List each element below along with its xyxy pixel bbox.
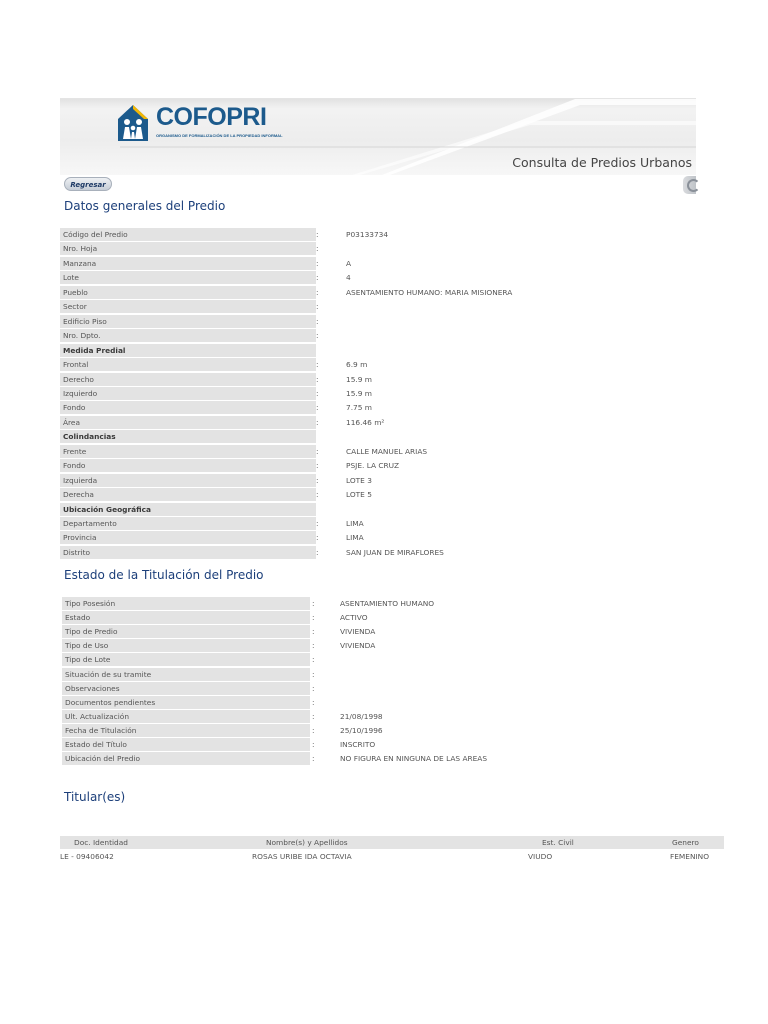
field-label: Fecha de Titulación [62, 724, 310, 737]
detail-row [60, 300, 580, 313]
detail-row [60, 257, 580, 270]
detail-row [60, 430, 580, 443]
refresh-button[interactable] [683, 176, 696, 194]
field-label: Estado del Título [62, 738, 310, 751]
detail-row [60, 503, 580, 516]
detail-row [62, 668, 582, 681]
field-separator: : [316, 316, 319, 326]
field-separator: : [312, 627, 315, 637]
field-label: Documentos pendientes [62, 696, 310, 709]
column-header-genero: Genero [672, 838, 699, 847]
field-separator: : [312, 740, 315, 749]
detail-row [62, 710, 582, 723]
field-value: 15.9 m [346, 388, 373, 398]
field-value: ASENTAMIENTO HUMANO [340, 599, 435, 608]
field-separator: : [316, 403, 319, 413]
field-separator: : [316, 446, 319, 456]
detail-row [60, 546, 580, 559]
field-value: LOTE 3 [346, 475, 372, 485]
field-value: SAN JUAN DE MIRAFLORES [346, 547, 444, 557]
field-label: Situación de su tramite [62, 668, 310, 681]
field-separator: : [312, 641, 315, 651]
field-label: Manzana [60, 257, 316, 270]
detail-row [60, 286, 580, 299]
field-separator: : [316, 360, 319, 370]
field-label: Distrito [60, 546, 316, 559]
field-label: Ubicación del Predio [62, 752, 310, 765]
cofopri-logo[interactable] [116, 103, 283, 143]
field-separator: : [316, 490, 319, 500]
detail-row [62, 611, 582, 624]
refresh-icon [687, 179, 700, 192]
field-value: INSCRITO [340, 740, 376, 749]
field-separator: : [316, 273, 319, 283]
detail-row [60, 271, 580, 284]
field-label: Tipo Posesión [62, 597, 310, 610]
section-title-titulares: Titular(es) [64, 790, 126, 804]
field-separator: : [312, 711, 315, 721]
field-separator: : [316, 547, 319, 557]
detail-row [62, 682, 582, 695]
detail-row [62, 625, 582, 638]
detail-row [60, 459, 580, 472]
field-value: 15.9 m [346, 374, 373, 384]
field-separator: : [312, 754, 315, 764]
field-separator: : [316, 475, 319, 485]
detail-row [62, 738, 582, 751]
detail-row [60, 242, 580, 255]
section-title-datos-generales: Datos generales del Predio [64, 199, 226, 213]
field-value: LIMA [346, 519, 364, 528]
detail-row [60, 373, 580, 386]
field-value: 6.9 m [346, 360, 368, 370]
field-separator: : [312, 725, 315, 735]
field-label: Derecho [60, 373, 316, 386]
detail-row [62, 696, 582, 709]
back-button[interactable]: Regresar [64, 177, 112, 191]
field-label: Estado [62, 611, 310, 624]
detail-row [60, 344, 580, 357]
field-separator: : [312, 599, 315, 608]
field-label: Fondo [60, 401, 316, 414]
field-separator: : [312, 669, 315, 679]
field-value: NO FIGURA EN NINGUNA DE LAS AREAS [340, 754, 488, 764]
field-label: Código del Predio [60, 228, 316, 241]
field-label: Ult. Actualización [62, 710, 310, 723]
group-heading: Ubicación Geográfica [60, 503, 316, 516]
detail-row [60, 329, 580, 342]
field-label: Área [60, 416, 316, 429]
field-separator: : [312, 683, 315, 693]
field-separator: : [312, 697, 315, 707]
field-label: Edificio Piso [60, 315, 316, 328]
field-separator: : [316, 258, 319, 268]
field-label: Provincia [60, 531, 316, 544]
detail-row [62, 653, 582, 666]
field-label: Tipo de Predio [62, 625, 310, 638]
column-header-doc-identidad: Doc. Identidad [74, 838, 128, 847]
field-label: Sector [60, 300, 316, 313]
table-row [60, 850, 724, 863]
field-value: 116.46 m² [346, 417, 385, 427]
field-label: Tipo de Uso [62, 639, 310, 652]
cell-doc-identidad: LE - 09406042 [60, 852, 114, 861]
field-label: Izquierdo [60, 387, 316, 400]
field-label: Nro. Hoja [60, 242, 316, 255]
field-value: 7.75 m [346, 403, 373, 413]
brand-subtitle: ORGANISMO DE FORMALIZACIÓN DE LA PROPIEDAD INFORMAL [156, 133, 283, 138]
section-title-estado-titulacion: Estado de la Titulación del Predio [64, 568, 264, 582]
field-value: VIVIENDA [340, 641, 376, 651]
field-value: ACTIVO [340, 613, 368, 623]
field-separator: : [316, 331, 319, 341]
field-value: 4 [346, 273, 351, 283]
detail-row [60, 401, 580, 414]
field-value: CALLE MANUEL ARIAS [346, 446, 428, 456]
column-header-est-civil: Est. Civil [542, 838, 574, 847]
titulares-table-header [60, 836, 724, 849]
field-separator: : [316, 302, 319, 312]
field-separator: : [316, 244, 319, 254]
field-value: PSJE. LA CRUZ [346, 461, 400, 471]
column-header-nombres: Nombre(s) y Apellidos [266, 838, 348, 847]
field-separator: : [316, 230, 319, 239]
field-label: Derecha [60, 488, 316, 501]
detail-row [62, 724, 582, 737]
detail-row [62, 639, 582, 652]
field-separator: : [312, 613, 315, 623]
field-label: Departamento [60, 517, 316, 530]
site-header [60, 98, 696, 175]
field-label: Frente [60, 445, 316, 458]
field-value: VIVIENDA [340, 627, 376, 637]
field-label: Fondo [60, 459, 316, 472]
detail-row [60, 228, 580, 241]
detail-row [60, 474, 580, 487]
group-heading: Medida Predial [60, 344, 316, 357]
cell-est-civil: VIUDO [528, 852, 553, 861]
field-label: Tipo de Lote [62, 653, 310, 666]
field-label: Nro. Dpto. [60, 329, 316, 342]
page-title: Consulta de Predios Urbanos [512, 155, 692, 170]
brand-name: COFOPRI [156, 103, 267, 131]
field-separator: : [316, 533, 319, 543]
detail-row [60, 445, 580, 458]
field-separator: : [316, 374, 319, 384]
field-separator: : [316, 388, 319, 398]
field-label: Pueblo [60, 286, 316, 299]
detail-row [60, 517, 580, 530]
detail-row [60, 387, 580, 400]
detail-row [62, 597, 582, 610]
detail-row [60, 315, 580, 328]
field-label: Izquierda [60, 474, 316, 487]
field-separator: : [312, 655, 315, 665]
field-label: Observaciones [62, 682, 310, 695]
field-value: 21/08/1998 [340, 711, 383, 721]
detail-row [62, 752, 582, 765]
field-label: Frontal [60, 358, 316, 371]
detail-row [60, 416, 580, 429]
field-separator: : [316, 461, 319, 471]
detail-row [60, 531, 580, 544]
detail-row [60, 488, 580, 501]
field-value: ASENTAMIENTO HUMANO: MARIA MISIONERA [346, 287, 513, 297]
house-family-icon [116, 103, 150, 143]
field-value: LOTE 5 [346, 490, 372, 500]
field-value: P03133734 [346, 230, 389, 239]
field-value: 25/10/1996 [340, 725, 383, 735]
cell-genero: FEMENINO [670, 852, 710, 861]
detail-row [60, 358, 580, 371]
cell-nombres: ROSAS URIBE IDA OCTAVIA [252, 852, 352, 861]
field-separator: : [316, 519, 319, 528]
field-value: A [346, 258, 352, 268]
group-heading: Colindancias [60, 430, 316, 443]
field-separator: : [316, 417, 319, 427]
field-separator: : [316, 287, 319, 297]
field-value: LIMA [346, 533, 364, 543]
field-label: Lote [60, 271, 316, 284]
